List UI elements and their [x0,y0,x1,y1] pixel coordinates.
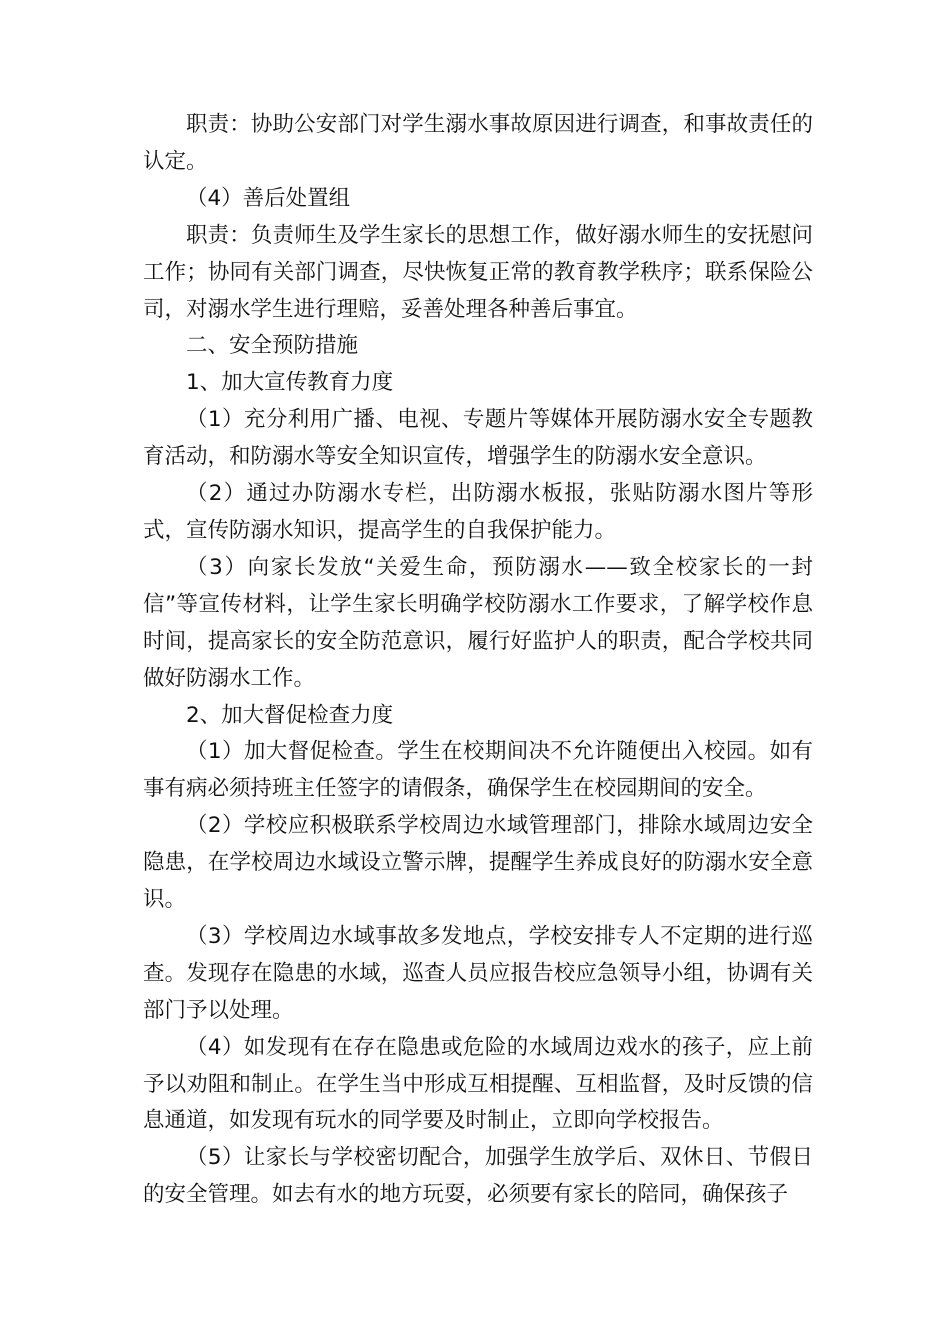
paragraph-duty-investigation: 职责：协助公安部门对学生溺水事故原因进行调查，和事故责任的认定。 [143,112,813,174]
paragraph-supervision-1: （1）加大督促检查。学生在校期间决不允许随便出入校园。如有事有病必须持班主任签字的请假条，确保学生在校园期间的安全。 [143,739,813,802]
heading-supervision-inspection: 2、加大督促检查力度 [186,702,394,728]
paragraph-supervision-5: （5）让家长与学校密切配合，加强学生放学后、双休日、节假日的安全管理。如去有水的地方玩耍，必须要有家长的陪同，确保孩子 [143,1145,813,1208]
paragraph-publicity-3: （3）向家长发放“关爱生命，预防溺水——致全校家长的一封信”等宣传材料，让学生家长明确学校防溺水工作要求，了解学校作息时间，提高家长的安全防范意识，履行好监护人的职责，配合学校共同做好防溺水工作。 [143,554,813,691]
paragraph-publicity-1: （1）充分利用广播、电视、专题片等媒体开展防溺水安全专题教育活动，和防溺水等安全知识宣传，增强学生的防溺水安全意识。 [143,407,813,470]
heading-publicity-education: 1、加大宣传教育力度 [186,370,394,396]
paragraph-duty-aftermath: 职责：负责师生及学生家长的思想工作，做好溺水师生的安抚慰问工作；协同有关部门调查，尽快恢复正常的教育教学秩序；联系保险公司，对溺水学生进行理赔，妥善处理各种善后事宜。 [143,222,813,322]
heading-aftermath-group: （4）善后处置组 [186,185,351,211]
paragraph-supervision-3: （3）学校周边水域事故多发地点，学校安排专人不定期的进行巡查。发现存在隐患的水域，巡查人员应报告校应急领导小组，协调有关部门予以处理。 [143,923,813,1023]
paragraph-supervision-2: （2）学校应积极联系学校周边水域管理部门，排除水域周边安全隐患，在学校周边水域设立警示牌，提醒学生养成良好的防溺水安全意识。 [143,813,813,913]
paragraph-publicity-2: （2）通过办防溺水专栏，出防溺水板报，张贴防溺水图片等形式，宣传防溺水知识，提高学生的自我保护能力。 [143,481,813,543]
heading-safety-prevention: 二、安全预防措施 [186,333,359,359]
document-body [143,107,813,1214]
paragraph-supervision-4: （4）如发现有在存在隐患或危险的水域周边戏水的孩子，应上前予以劝阻和制止。在学生当中形成互相提醒、互相监督，及时反馈的信息通道，如发现有玩水的同学要及时制止，立即向学校报告。 [143,1034,813,1134]
